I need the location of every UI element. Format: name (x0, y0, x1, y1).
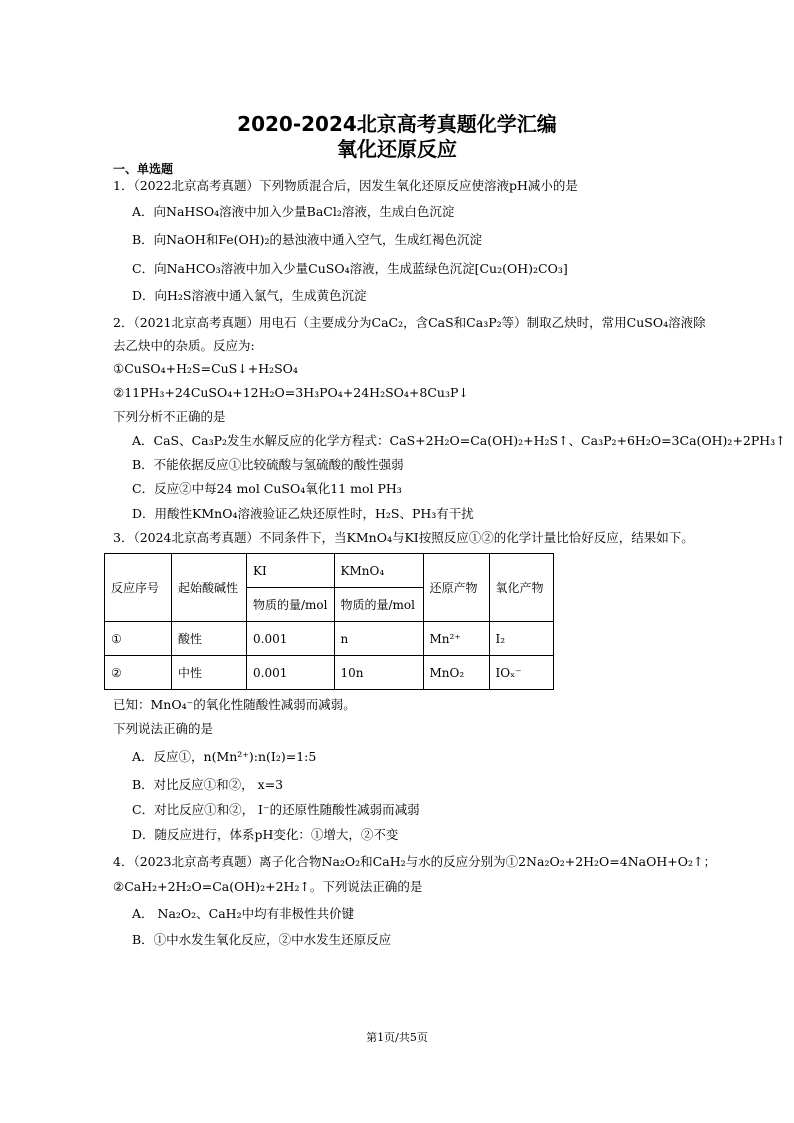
q3-option-d: D．随反应进行，体系pH变化：①增大，②不变 (132, 827, 399, 842)
cell-ph: 酸性 (172, 622, 247, 656)
th-kmno4: KMnO₄ (334, 554, 423, 588)
q1-option-a: A．向NaHSO₄溶液中加入少量BaCl₂溶液，生成白色沉淀 (132, 204, 455, 219)
q2-option-a: A．CaS、Ca₃P₂发生水解反应的化学方程式：CaS+2H₂O=Ca(OH)₂+H₂S↑、Ca₃P₂+6H₂O=3Ca(OH)₂+2PH₃↑ (132, 433, 786, 448)
q3-option-a: A．反应①，n(Mn²⁺):n(I₂)=1:5 (132, 749, 317, 764)
q2-stem-2: 去乙炔中的杂质。反应为: (113, 338, 255, 353)
cell-red: MnO₂ (423, 656, 489, 690)
doc-subtitle: 氧化还原反应 (337, 137, 457, 161)
cell-ph: 中性 (172, 656, 247, 690)
q4-stem-1: 4．（2023北京高考真题）离子化合物Na₂O₂和CaH₂与水的反应分别为①2Na₂O₂+2H₂O=4NaOH+O₂↑； (113, 854, 716, 869)
cell-ox: IOₓ⁻ (489, 656, 553, 690)
q2-stem-1: 2．（2021北京高考真题）用电石（主要成分为CaC₂，含CaS和Ca₃P₂等）制取乙炔时，常用CuSO₄溶液除 (113, 315, 706, 330)
table-row (105, 656, 554, 690)
q3-stem: 3．（2024北京高考真题）不同条件下，当KMnO₄与KI按照反应①②的化学计量比恰好反应，结果如下。 (113, 530, 694, 545)
q3-result-table (104, 553, 554, 690)
q3-known: 已知：MnO₄⁻的氧化性随酸性减弱而减弱。 (113, 697, 356, 712)
cell-seq: ② (105, 656, 172, 690)
th-ph: 起始酸碱性 (172, 554, 247, 622)
th-seq: 反应序号 (105, 554, 172, 622)
q2-ask: 下列分析不正确的是 (113, 409, 226, 424)
cell-kmno4: n (334, 622, 423, 656)
q3-option-c: C．对比反应①和②， I⁻的还原性随酸性减弱而减弱 (132, 802, 420, 817)
q3-option-b: B．对比反应①和②， x=3 (132, 777, 284, 792)
q1-option-d: D．向H₂S溶液中通入氯气，生成黄色沉淀 (132, 288, 367, 303)
cell-ox: I₂ (489, 622, 553, 656)
doc-title: 2020-2024北京高考真题化学汇编 (237, 112, 557, 136)
q2-option-c: C．反应②中每24 mol CuSO₄氧化11 mol PH₃ (132, 481, 402, 496)
th-ki-amount: 物质的量/mol (247, 588, 335, 622)
cell-ki: 0.001 (247, 622, 335, 656)
q2-reaction-2: ②11PH₃+24CuSO₄+12H₂O=3H₃PO₄+24H₂SO₄+8Cu₃P↓ (113, 385, 469, 400)
cell-seq: ① (105, 622, 172, 656)
q4-option-a: A． Na₂O₂、CaH₂中均有非极性共价键 (132, 906, 355, 921)
q2-reaction-1: ①CuSO₄+H₂S=CuS↓+H₂SO₄ (113, 361, 298, 376)
q1-option-b: B．向NaOH和Fe(OH)₂的悬浊液中通入空气，生成红褐色沉淀 (132, 232, 483, 247)
q3-ask: 下列说法正确的是 (113, 721, 214, 736)
q4-option-b: B．①中水发生氧化反应，②中水发生还原反应 (132, 932, 392, 947)
q2-option-b: B．不能依据反应①比较硫酸与氢硫酸的酸性强弱 (132, 457, 404, 472)
q2-option-d: D．用酸性KMnO₄溶液验证乙炔还原性时，H₂S、PH₃有干扰 (132, 506, 474, 521)
cell-kmno4: 10n (334, 656, 423, 690)
th-ki: KI (247, 554, 335, 588)
th-reduction-product: 还原产物 (423, 554, 489, 622)
page-number: 第1页/共5页 (366, 1031, 428, 1044)
q1-stem: 1．（2022北京高考真题）下列物质混合后，因发生氧化还原反应使溶液pH减小的是 (113, 178, 578, 193)
q4-stem-2: ②CaH₂+2H₂O=Ca(OH)₂+2H₂↑。下列说法正确的是 (113, 879, 423, 894)
q1-option-c: C．向NaHCO₃溶液中加入少量CuSO₄溶液，生成蓝绿色沉淀[Cu₂(OH)₂CO₃] (132, 261, 568, 276)
th-kmno4-amount: 物质的量/mol (334, 588, 423, 622)
cell-red: Mn²⁺ (423, 622, 489, 656)
cell-ki: 0.001 (247, 656, 335, 690)
section-heading: 一、单选题 (113, 162, 174, 176)
table-row (105, 622, 554, 656)
th-oxidation-product: 氧化产物 (489, 554, 553, 622)
